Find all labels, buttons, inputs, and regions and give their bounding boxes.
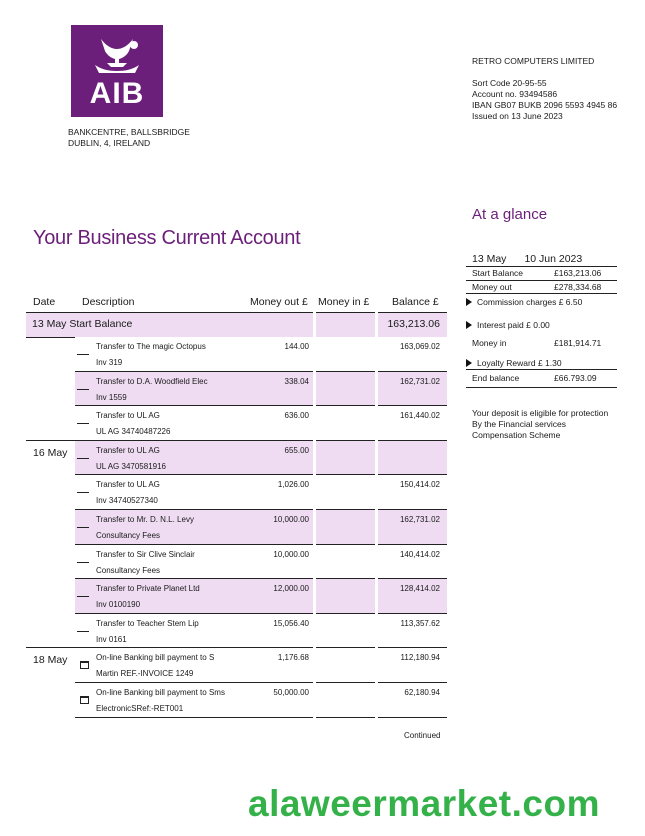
money-in-cell xyxy=(316,683,375,718)
description-line2: Inv 0100190 xyxy=(96,600,141,610)
money-out-value: 10,000.00 xyxy=(273,515,309,524)
glance-loyalty: Loyalty Reward £ 1.30 xyxy=(466,358,562,368)
glance-interest: Interest paid £ 0.00 xyxy=(466,320,550,330)
balance-value: 163,069.02 xyxy=(399,342,440,351)
money-in-cell xyxy=(316,475,375,510)
row-marker xyxy=(77,596,89,597)
description-line2: ElectronicSRef:-RET001 xyxy=(96,704,184,713)
arrow-right-icon xyxy=(466,359,472,367)
description-line2: Martin REF.-INVOICE 1249 xyxy=(96,669,194,679)
row-date: 16 May xyxy=(33,446,68,459)
protection-note: Your deposit is eligible for protection By the Financial services Compensation Scheme xyxy=(472,408,609,440)
col-money-in-header: Money in £ xyxy=(318,296,370,308)
money-out-value: 1,176.68 xyxy=(277,653,309,663)
money-out-value: 655.00 xyxy=(284,445,309,455)
issued-date: Issued on 13 June 2023 xyxy=(472,111,563,121)
description-line2: UL AG 3470581916 xyxy=(96,461,166,471)
description-line1: Transfer to UL AG xyxy=(96,480,160,490)
row-marker xyxy=(77,354,89,355)
divider xyxy=(26,337,75,338)
row-marker xyxy=(77,631,89,632)
money-out-value: 1,026.00 xyxy=(277,480,309,490)
money-in-cell xyxy=(316,441,375,476)
account-number: Account no. 93494586 xyxy=(472,89,558,99)
description-line1: On-line Banking bill payment to S xyxy=(96,653,215,663)
money-in-cell xyxy=(316,545,375,580)
balance-value: 162,731.02 xyxy=(399,376,440,386)
money-out-value: 144.00 xyxy=(284,342,309,351)
row-marker xyxy=(77,527,89,528)
row-marker xyxy=(77,423,89,424)
glance-end-balance: End balance £66.793.09 xyxy=(472,373,597,383)
description-line2: Consultancy Fees xyxy=(96,565,161,575)
start-balance-value: 163,213.06 xyxy=(378,313,447,337)
description-line2: Inv 319 xyxy=(96,358,123,367)
balance-cell xyxy=(378,441,447,476)
iban: IBAN GB07 BUKB 2096 5593 4945 86 xyxy=(472,100,618,110)
arrow-right-icon xyxy=(466,321,472,329)
company-details xyxy=(472,56,617,122)
description-line2: Inv 1559 xyxy=(96,392,127,402)
money-in-cell xyxy=(316,337,375,372)
continued-label: Continued xyxy=(404,731,441,740)
description-line2: Inv 34740527340 xyxy=(96,496,158,506)
page-title: Your Business Current Account xyxy=(33,227,301,249)
balance-value: 112,180.94 xyxy=(400,653,440,663)
arrow-right-icon xyxy=(466,298,472,306)
balance-value: 162,731.02 xyxy=(399,515,440,524)
divider xyxy=(466,387,617,388)
balance-value: 62,180.94 xyxy=(404,688,440,697)
money-in-cell xyxy=(316,510,375,545)
money-in-cell xyxy=(316,648,375,683)
glance-money-in: Money in £181,914.71 xyxy=(472,338,602,348)
row-marker xyxy=(77,389,89,390)
description-line2: Inv 0161 xyxy=(96,634,127,644)
row-marker xyxy=(77,458,89,459)
description-line2: UL AG 34740487226 xyxy=(96,427,171,437)
description-line1: Transfer to Teacher Stem Lip xyxy=(96,618,199,628)
money-in-cell xyxy=(316,579,375,614)
col-money-out-header: Money out £ xyxy=(250,296,308,308)
start-balance-row: 13 May Start Balance xyxy=(26,313,313,337)
money-out-value: 50,000.00 xyxy=(273,688,309,697)
description-line1: Transfer to Private Planet Ltd xyxy=(96,584,200,594)
description-line2: Consultancy Fees xyxy=(96,531,161,540)
sort-code: Sort Code 20-95-55 xyxy=(472,78,547,88)
divider xyxy=(466,369,617,370)
description-line1: Transfer to The magic Octopus xyxy=(96,342,206,351)
col-description-header: Description xyxy=(82,296,135,308)
balance-value: 150,414.02 xyxy=(399,480,440,490)
description-line1: Transfer to Sir Clive Sinclair xyxy=(96,549,195,559)
description-line1: Transfer to UL AG xyxy=(96,411,160,421)
balance-value: 140,414.02 xyxy=(399,549,440,559)
glance-start-balance: Start Balance £163,213.06 xyxy=(472,268,602,278)
money-in-cell xyxy=(316,406,375,441)
aib-logo xyxy=(71,25,163,117)
balance-value: 113,357.62 xyxy=(400,618,440,628)
document-icon xyxy=(80,661,89,669)
date-divider xyxy=(26,440,75,441)
money-out-value: 10,000.00 xyxy=(273,549,309,559)
description-line1: Transfer to Mr. D. N.L. Levy xyxy=(96,515,194,524)
row-marker xyxy=(77,562,89,563)
description-line1: Transfer to D.A. Woodfield Elec xyxy=(96,376,208,386)
col-balance-header: Balance £ xyxy=(392,296,439,308)
money-out-value: 338.04 xyxy=(284,376,309,386)
logo-text: AIB xyxy=(89,77,145,110)
glance-period: 13 May 10 Jun 2023 xyxy=(472,253,583,265)
document-icon xyxy=(80,696,89,704)
description-line1: Transfer to UL AG xyxy=(96,445,160,455)
company-name: RETRO COMPUTERS LIMITED xyxy=(472,56,595,66)
money-in-cell xyxy=(316,614,375,649)
balance-value: 128,414.02 xyxy=(399,584,440,594)
date-divider xyxy=(26,647,75,648)
money-in-cell xyxy=(316,372,375,407)
balance-value: 161,440.02 xyxy=(399,411,440,421)
divider xyxy=(466,280,617,281)
divider xyxy=(466,293,617,294)
start-balance-money-in xyxy=(316,313,375,337)
money-out-value: 12,000.00 xyxy=(273,584,309,594)
row-marker xyxy=(77,492,89,493)
money-out-value: 15,056.40 xyxy=(273,618,309,628)
divider xyxy=(466,266,617,267)
glance-money-out: Money out £278,334.68 xyxy=(472,282,602,292)
glance-commission: Commission charges £ 6.50 xyxy=(466,297,582,307)
glance-title: At a glance xyxy=(472,206,548,223)
bank-address: BANKCENTRE, BALLSBRIDGE DUBLIN, 4, IRELAND xyxy=(68,127,190,148)
watermark: alaweermarket.com xyxy=(248,783,600,824)
description-line1: On-line Banking bill payment to Sms xyxy=(96,688,225,697)
col-date-header: Date xyxy=(33,296,56,308)
row-date: 18 May xyxy=(33,654,68,667)
money-out-value: 636.00 xyxy=(284,411,309,421)
